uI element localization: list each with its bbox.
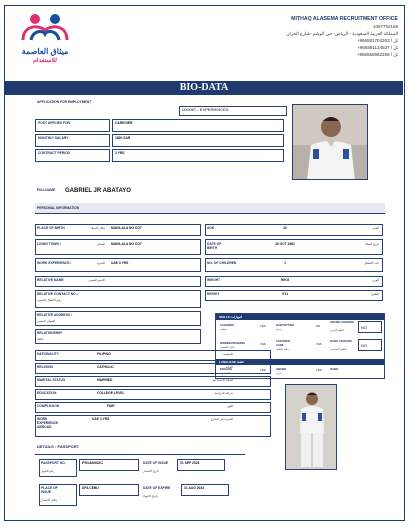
office-phone: +966581124537 / تل — [357, 45, 398, 50]
language-label: ARABIC — [276, 368, 287, 371]
right-row-label: DATE OF BIRTH — [207, 242, 222, 250]
right-row-arabic: الطول — [371, 292, 379, 296]
left-row-arabic: مكان الميلاد — [90, 226, 105, 230]
left-row-arabic: الخبرة — [97, 261, 105, 265]
right-row-value: 42 — [283, 226, 287, 230]
job-value-cell: CAREGIER — [112, 119, 284, 132]
office-title: MITHAQ ALASEMA RECRUITMENT OFFICE — [291, 16, 398, 22]
right-row-value: 90KG — [280, 278, 290, 282]
skill-label: IRONING/WASHING — [220, 342, 246, 345]
right-row-label: NO. OF CHILDREN — [207, 261, 237, 265]
skill-value: NO — [358, 339, 382, 351]
skill-label: BASIC COOKING — [330, 340, 352, 343]
job-value-cell: 1800 SAR — [112, 134, 284, 147]
bio-data-title: BIO-DATA — [179, 82, 229, 93]
issue-date-label: DATE OF ISSUE — [143, 461, 169, 465]
right-row-arabic: تاريخ الميلاد — [364, 242, 379, 246]
detail-arabic: مرحلة الدراسة — [214, 391, 233, 395]
language-label: ENGLISH — [220, 368, 232, 371]
place-of-issue-arabic: مكان الاصدار — [41, 498, 58, 502]
left-row-value: MAKILALA NO COT — [111, 242, 142, 246]
left-row-label: LIVING TOWN / — [37, 242, 61, 246]
skills-header: SKILLS /المهارات — [216, 314, 384, 320]
detail-label: WORK EXPERIENCE ABROAD — [37, 417, 59, 429]
personal-right-table — [205, 224, 385, 304]
left-row-arabic: العنوان النسبي — [37, 319, 56, 323]
language-value: YES — [260, 368, 266, 372]
language-arabic: عربي — [276, 372, 282, 375]
issue-date-arabic: تاريخ الاصدار — [143, 469, 159, 473]
skill-value: YES — [260, 342, 266, 346]
right-row-label: WEIGHT — [207, 278, 221, 282]
detail-arabic: الديانة — [225, 365, 233, 369]
detail-value: FILIPINO — [97, 352, 111, 356]
job-label-cell: POST APPLIED FOR — [35, 119, 110, 132]
application-value: LD0067-- EXPERIENCED — [179, 106, 287, 116]
skill-label: ARABIC COOKING — [330, 321, 355, 324]
skill-label: BABYSITTING — [276, 324, 295, 327]
detail-arabic: التجربة في الخارج — [210, 417, 233, 421]
detail-label: MARITAL STATUS — [37, 378, 66, 382]
detail-arabic: اللون — [226, 404, 233, 408]
left-row-label: PLACE OF BIRTH — [37, 226, 65, 230]
issue-date-value: 01 SEP 2023 — [177, 459, 225, 471]
skill-arabic: الطبخ العربي — [330, 329, 344, 332]
job-value-cell: 2 YRS — [112, 149, 284, 162]
detail-value: COLLEGE LEVEL — [97, 391, 125, 395]
detail-label: EDUCATION — [37, 391, 57, 395]
personal-info-header: PERSONAL INFORMATION — [35, 203, 385, 214]
left-row-label: RELATIONSHIP/ — [37, 331, 63, 335]
detail-value: MARRIED — [97, 378, 113, 382]
company-logo — [15, 12, 75, 64]
left-row-label: WORK EXPERIENCE / — [37, 261, 72, 265]
detail-arabic: الجنسية — [223, 352, 233, 356]
place-of-issue-value: DFA CEBU — [79, 484, 139, 496]
office-phone: +966556582288 / تل — [356, 52, 398, 57]
detail-row — [35, 415, 271, 437]
office-phone: 1087752168 — [372, 24, 398, 29]
personal-left-table — [35, 224, 203, 344]
left-row-label: RELATIVE ADDRESS / — [37, 313, 72, 317]
right-row-value: 1 — [284, 261, 286, 265]
skill-value: YES — [260, 324, 266, 328]
language-arabic: الانجليزية — [220, 372, 230, 375]
job-label-cell: CONTRACT PERIOD — [35, 149, 110, 162]
right-row-label: HEIGHT — [207, 292, 220, 296]
skill-value: NO — [358, 321, 382, 333]
person-fullbody-photo-icon — [286, 385, 337, 470]
left-row-label: RELATIVE NAME — [37, 278, 64, 282]
office-info — [178, 16, 398, 58]
right-row-arabic: الوزن — [372, 278, 379, 282]
expiry-date-value: 31 AUG 2033 — [181, 484, 229, 496]
detail-label: NATIONALITY — [37, 352, 59, 356]
left-row-value: UAE 3 YRS — [111, 261, 129, 265]
left-row-value — [109, 277, 199, 279]
left-row-arabic: الاسم النسبي — [88, 278, 105, 282]
language-value: YES — [316, 368, 322, 372]
detail-value: CATHOLIC — [97, 365, 114, 369]
left-row-label: RELATIVE CONTACT NO. / — [37, 292, 79, 296]
skill-value: YES — [316, 342, 322, 346]
passport-divider — [35, 454, 245, 455]
detail-label: RELIGION — [37, 365, 53, 369]
skill-label: CHILDREN CARE — [276, 340, 290, 347]
fullname-value: GABRIEL JR ABATAYO — [65, 188, 131, 194]
passport-no-value: P5148032C — [79, 459, 139, 471]
application-label: APPLICATION FOR EMPLOYMENT — [37, 100, 92, 104]
detail-arabic: الحالة الاجتماعية — [212, 378, 233, 382]
skill-arabic: تنظيف — [220, 328, 228, 331]
right-row-arabic: عدد الاطفال — [363, 261, 379, 265]
language-header: LANGUAGE /اللغة — [216, 359, 384, 365]
left-row-arabic: علاقة — [37, 337, 44, 341]
logo-text-main: ميثاق العاصمة — [21, 47, 69, 56]
person-photo-icon — [293, 105, 368, 180]
left-row-arabic: رقم الاتصال النسبي — [37, 298, 62, 302]
right-row-label: AGE — [207, 226, 215, 230]
passport-no-arabic: رقم الجواز — [41, 469, 55, 473]
skill-arabic: رعاية الطفل — [276, 348, 290, 351]
skill-value: NO — [316, 324, 321, 328]
office-phone: +966581704263 / تل — [356, 38, 398, 43]
expiry-date-label: DATE OF EXPIRE — [143, 486, 171, 490]
skill-arabic: مربية — [276, 328, 282, 331]
skill-label: CLEANING — [220, 324, 235, 327]
skill-arabic: الكي/ الغسيل — [220, 346, 235, 349]
passport-header: DETAILS : PASSPORT — [37, 444, 80, 449]
bio-data-sheet — [4, 5, 405, 521]
skill-arabic: الطبخ الاساسي — [330, 348, 347, 351]
left-row-arabic: السكن — [96, 242, 105, 246]
detail-value: UAE 3 YRS — [92, 417, 110, 421]
left-row-value: MAKILALA NO COT — [111, 226, 142, 230]
details-table — [35, 350, 273, 440]
job-label-cell: MONTHLY SALARY — [35, 134, 110, 147]
expiry-date-arabic: تاريخ الانتهاء — [143, 494, 158, 498]
fullname-label: FULLNAME — [37, 188, 56, 192]
detail-value: FAIR — [107, 404, 115, 408]
right-row-value: 19 OCT 1981 — [275, 242, 295, 246]
language-label: BASIC — [330, 368, 339, 371]
logo-text-sub: للاستقدام — [33, 58, 57, 64]
detail-label: COMPLEXION — [37, 404, 60, 408]
right-row-arabic: العمر — [372, 226, 379, 230]
passport-no-label: PASSPORT NO. — [41, 461, 66, 465]
job-table — [35, 119, 285, 163]
applicant-photo — [292, 104, 368, 180]
logo-figures-icon — [15, 12, 75, 42]
applicant-fullbody-photo — [285, 384, 337, 470]
right-row-value: 5'11 — [281, 292, 289, 296]
office-address: المملكة العربية السعودية - الرياض- حي الوشم -شارع الحزان — [286, 31, 398, 36]
place-of-issue-label: PLACE OF ISSUE — [41, 486, 58, 494]
